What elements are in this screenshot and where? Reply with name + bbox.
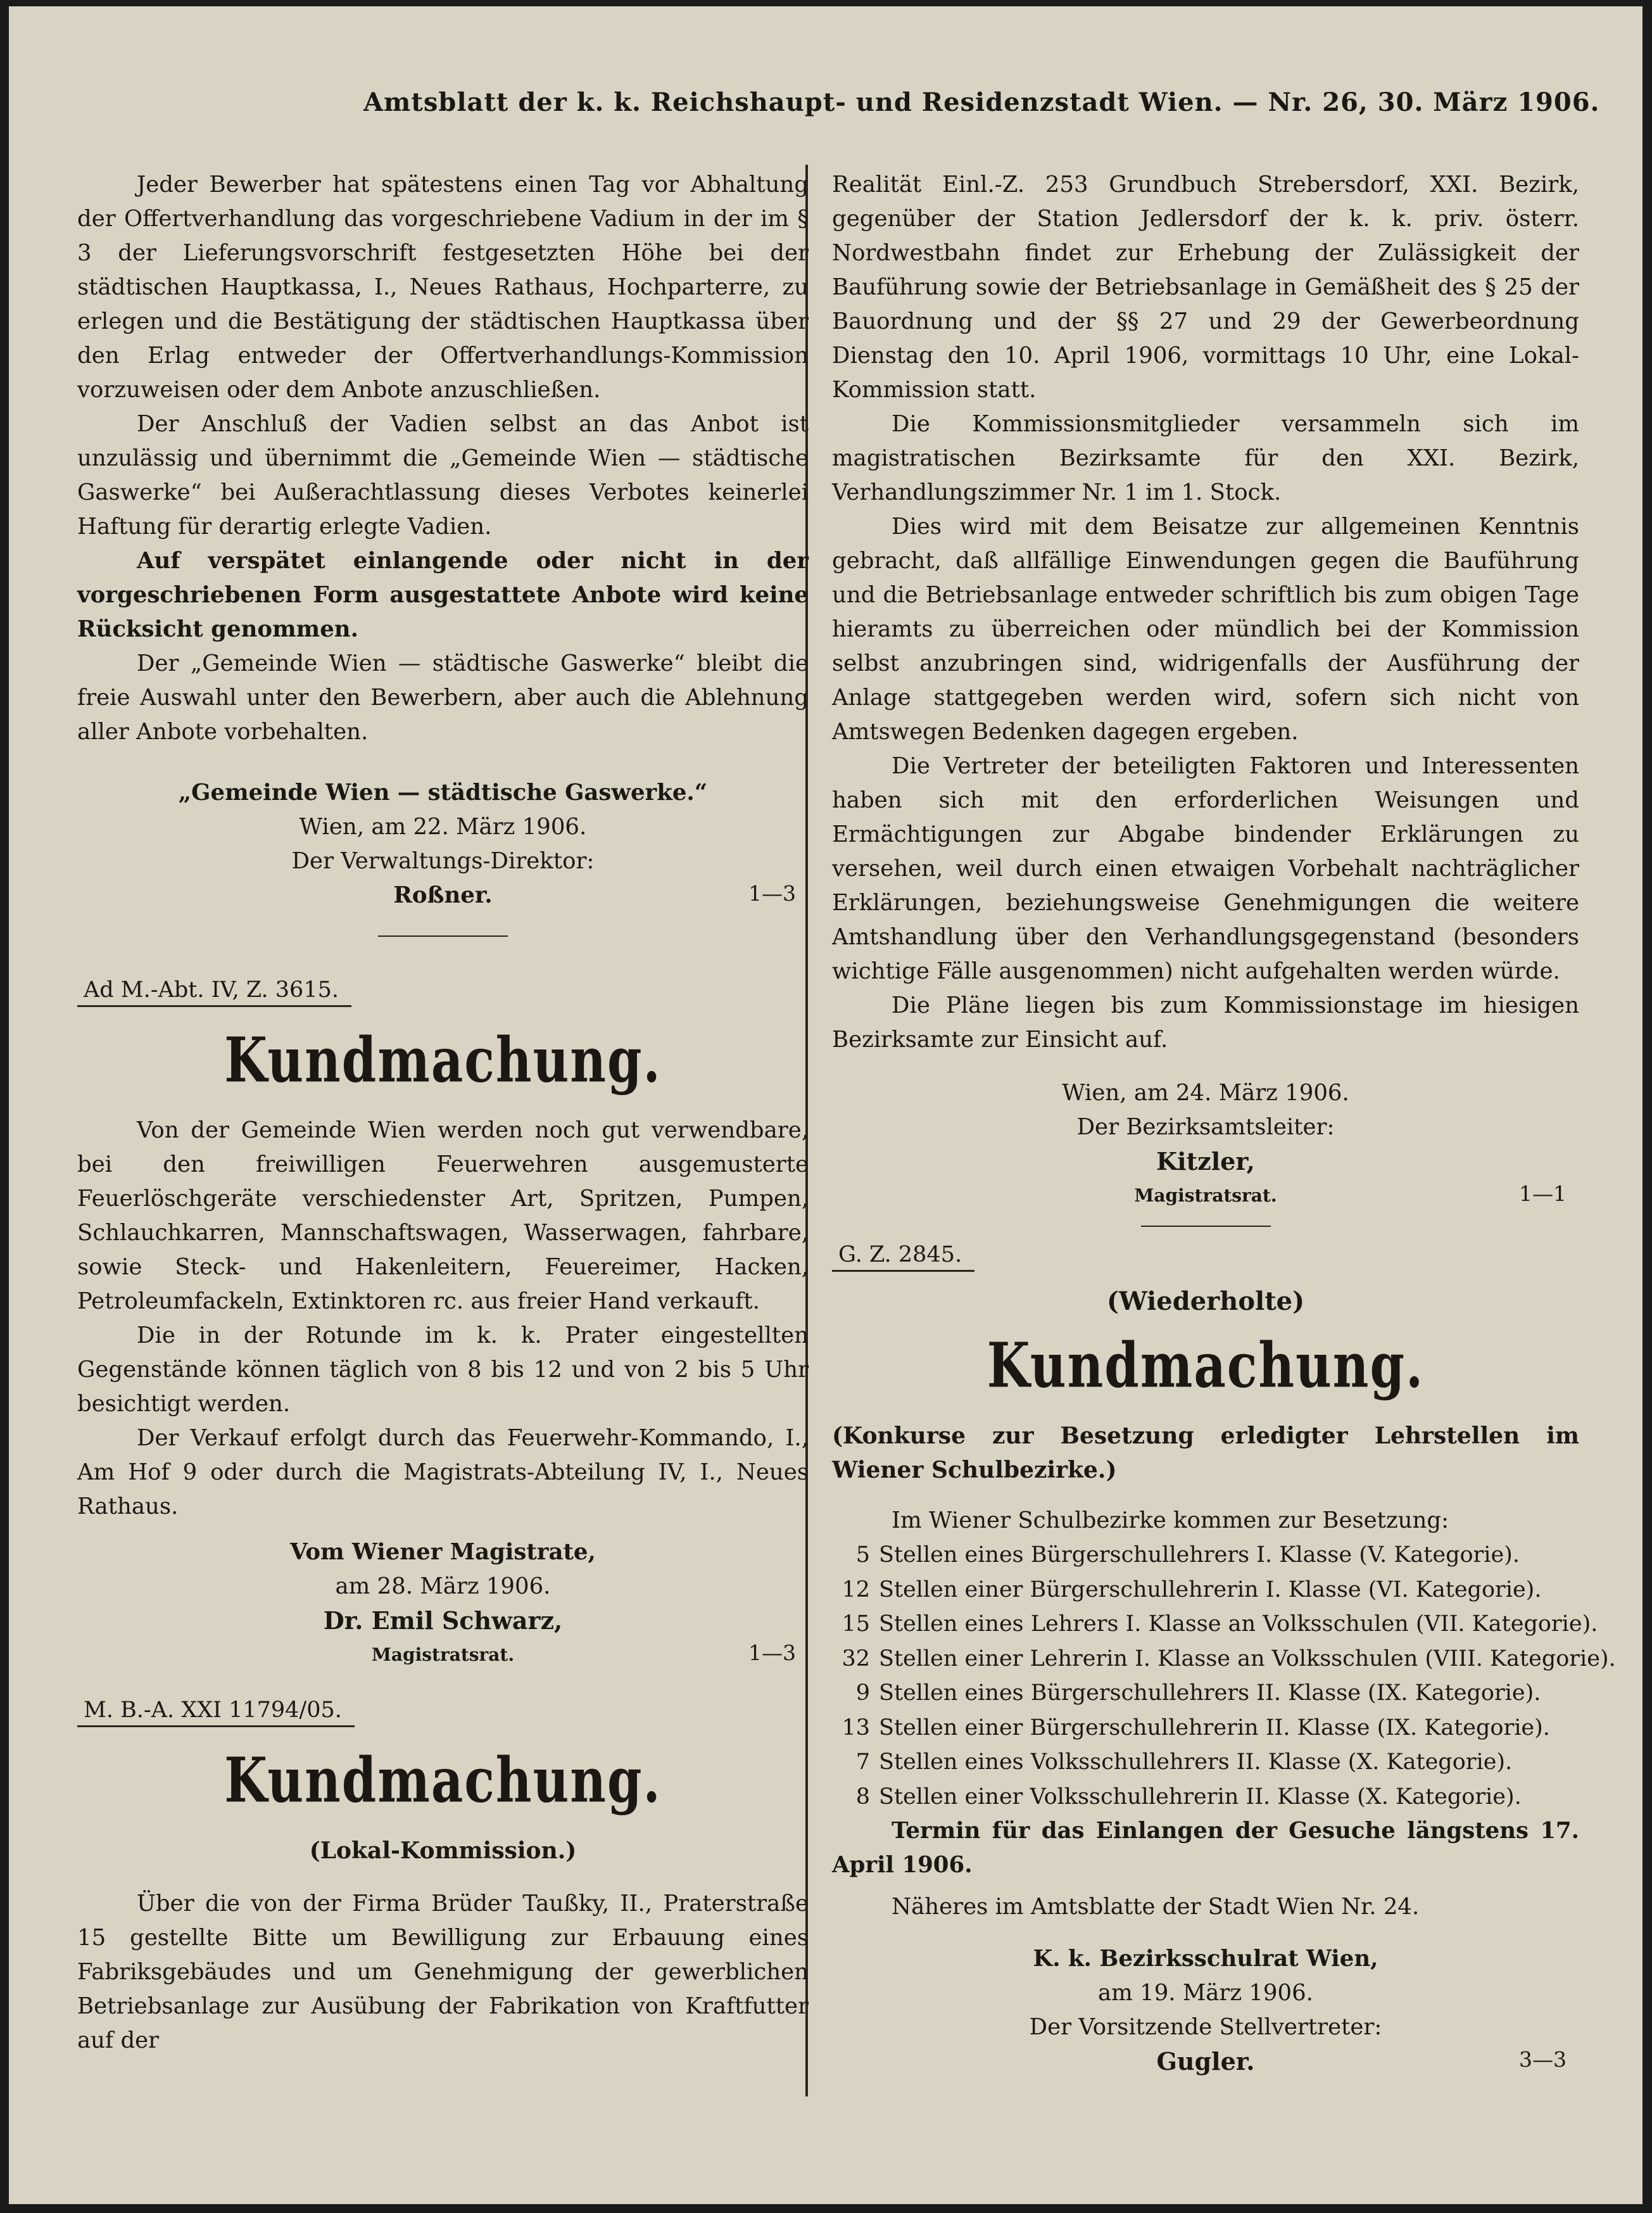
right-column [832, 168, 1616, 2083]
signature-role: Der Verwaltungs-Direktor: [291, 848, 595, 874]
signature-org: Vom Wiener Magistrate, [290, 1539, 596, 1565]
paragraph-vadien: Der Anschluß der Vadien selbst an das Anbot ist unzulässig und übernimmt die „Gemeinde Wien — städtische Gaswerke“ bei Außerachtlassung dieses Verbotes keinerlei Haftung für derartig erlegte Vadien. [77, 411, 809, 540]
reference-number: G. Z. 2845. [832, 1242, 974, 1272]
left-column [77, 168, 809, 2058]
signature-role: Magistratsrat. [371, 1644, 515, 1665]
section-title: Kundmachung. [224, 1744, 662, 1817]
signature-org: K. k. Bezirksschulrat Wien, [1033, 1946, 1378, 1972]
signature-org: „Gemeinde Wien — städtische Gaswerke.“ [178, 780, 708, 806]
signature-date: am 28. März 1906. [335, 1573, 551, 1599]
paragraph-intro: Im Wiener Schulbezirke kommen zur Besetzung: [892, 1507, 1449, 1533]
insertion-count: 1—1 [1519, 1181, 1567, 1206]
section-separator [378, 935, 508, 937]
page-header: Amtsblatt der k. k. Reichshaupt- und Residenzstadt Wien. — Nr. 26, 30. März 1906. [363, 87, 1600, 117]
paragraph-late-bids: Auf verspätet einlangende oder nicht in der vorgeschriebenen Form ausgestattete Anbote wird keine Rücksicht genommen. [77, 548, 809, 642]
paragraph-plaene: Die Pläne liegen bis zum Kommissionstage im hiesigen Bezirksamte zur Einsicht auf. [832, 992, 1579, 1053]
list-item: 32 Stellen einer Lehrerin I. Klasse an Volksschulen (VIII. Kategorie). [842, 1645, 1616, 1671]
signature-block-magistrat [77, 1535, 809, 1672]
paragraph-tausky: Über die von der Firma Brüder Taußky, II., Praterstraße 15 gestellte Bitte um Bewilligung zur Erbauung eines Fabriksgebäudes und um Genehmigung der gewerblichen Betriebsanlage zur Ausübung der Fabrikation von Kraftfutter auf der [77, 1891, 809, 2053]
list-item: 9 Stellen eines Bürgerschullehrers II. Klasse (IX. Kategorie). [855, 1680, 1541, 1706]
list-item: 8 Stellen einer Volksschullehrerin II. Klasse (X. Kategorie). [855, 1784, 1522, 1810]
signature-block-bezirksamt [832, 1076, 1579, 1213]
list-item: 5 Stellen eines Bürgerschullehrers I. Klasse (V. Kategorie). [855, 1542, 1520, 1568]
newspaper-page [9, 6, 1643, 2204]
signature-name: Dr. Emil Schwarz, [323, 1606, 563, 1635]
signature-name: Kitzler, [1156, 1147, 1255, 1176]
paragraph-vertreter: Die Vertreter der beteiligten Faktoren und Interessenten haben sich mit den erforderlichen Weisungen und Ermächtigungen zur Abgabe bindender Erklärungen zu versehen, weil durch einen etwaigen Vorbehalt nachträglicher Erklärungen, beziehungsweise Genehmigungen die weitere Amtshandlung über den Verhandlungsgegenstand (besonders wichtige Fälle ausgenommen) nicht aufgehalten werden würde. [832, 753, 1579, 984]
paragraph-realitaet: Realität Einl.-Z. 253 Grundbuch Strebersdorf, XXI. Bezirk, gegenüber der Station Jedlersdorf der k. k. priv. österr. Nordwestbahn findet zur Erhebung der Zulässigkeit der Bauführung sowie der Betriebsanlage in Gemäßheit des § 25 der Bauordnung und der §§ 27 und 29 der Gewerbeordnung Dienstag den 10. April 1906, vormittags 10 Uhr, eine Lokal-Kommission statt. [832, 172, 1579, 403]
paragraph-sale: Von der Gemeinde Wien werden noch gut verwendbare, bei den freiwilligen Feuerwehren ausgemusterte Feuerlöschgeräte verschiedenster Art, Spritzen, Pumpen, Schlauchkarren, Mannschaftswagen, Wasserwagen, fahrbare, sowie Steck- und Hakenleitern, Feuereimer, Hacken, Petroleumfackeln, Extinktoren rc. aus freier Hand verkauft. [77, 1117, 809, 1314]
reference-number: Ad M.-Abt. IV, Z. 3615. [77, 977, 351, 1007]
section-subtitle: (Konkurse zur Besetzung erledigter Lehrstellen im Wiener Schulbezirke.) [832, 1423, 1579, 1483]
list-item: 7 Stellen eines Volksschullehrers II. Klasse (X. Kategorie). [855, 1749, 1513, 1775]
paragraph-verkauf: Der Verkauf erfolgt durch das Feuerwehr-Kommando, I., Am Hof 9 oder durch die Magistrats-Abteilung IV, I., Neues Rathaus. [77, 1425, 809, 1519]
list-item: 12 Stellen einer Bürgerschullehrerin I. Klasse (VI. Kategorie). [842, 1576, 1542, 1602]
list-item: 13 Stellen einer Bürgerschullehrerin II. Klasse (IX. Kategorie). [842, 1715, 1550, 1741]
paragraph-selection: Der „Gemeinde Wien — städtische Gaswerke“ bleibt die freie Auswahl unter den Bewerbern, aber auch die Ablehnung aller Anbote vorbehalten. [77, 650, 809, 745]
paragraph-rotunde: Die in der Rotunde im k. k. Prater eingestellten Gegenstände können täglich von 8 bis 12 und von 2 bis 5 Uhr besichtigt werden. [77, 1322, 809, 1417]
signature-name: Gugler. [1156, 2047, 1255, 2076]
reference-number: M. B.-A. XXI 11794/05. [77, 1697, 355, 1727]
section-separator [1141, 1226, 1271, 1227]
signature-date: Wien, am 24. März 1906. [1062, 1080, 1349, 1106]
section-title: Kundmachung. [987, 1329, 1425, 1402]
paragraph-kommission: Die Kommissionsmitglieder versammeln sich im magistratischen Bezirksamte für den XXI. Bezirk, Verhandlungszimmer Nr. 1 im 1. Stock. [832, 411, 1579, 505]
signature-role: Der Vorsitzende Stellvertreter: [1029, 2014, 1382, 2040]
paragraph-vadium: Jeder Bewerber hat spätestens einen Tag vor Abhaltung der Offertverhandlung das vorgeschriebene Vadium in der im § 3 der Lieferungsvorschrift festgesetzten Höhe bei der städtischen Hauptkassa, I., Neues Rathaus, Hochparterre, zu erlegen und die Bestätigung der städtischen Hauptkassa über den Erlag entweder der Offertverhandlungs-Kommission vorzuweisen oder dem Anbote anzuschließen. [77, 172, 809, 403]
signature-block-gaswerke [77, 776, 809, 916]
insertion-count: 1—3 [748, 1640, 796, 1665]
signature-date: Wien, am 22. März 1906. [299, 814, 587, 840]
signature-title: Magistratsrat. [1134, 1185, 1277, 1206]
paragraph-naeheres: Näheres im Amtsblatte der Stadt Wien Nr. 24. [892, 1894, 1420, 1920]
signature-date: am 19. März 1906. [1098, 1980, 1313, 2006]
section-subtitle: (Lokal-Kommission.) [309, 1837, 577, 1864]
list-item: 15 Stellen eines Lehrers I. Klasse an Volksschulen (VII. Kategorie). [842, 1611, 1598, 1637]
section-pretitle: (Wiederholte) [1106, 1286, 1305, 1316]
signature-name: Roßner. [393, 882, 493, 908]
insertion-count: 1—3 [748, 881, 796, 906]
paragraph-einwendungen: Dies wird mit dem Beisatze zur allgemeinen Kenntnis gebracht, daß allfällige Einwendungen gegen die Bauführung und die Betriebsanlage entweder schriftlich bis zum obigen Tage hieramts zu überreichen oder mündlich bei der Kommission selbst anzubringen sind, widrigenfalls der Ausführung der Anlage stattgegeben werden wird, sofern sich nicht von Amtswegen Bedenken dagegen ergeben. [832, 514, 1579, 745]
signature-block-schulrat [832, 1942, 1579, 2083]
signature-role: Der Bezirksamtsleiter: [1076, 1114, 1335, 1140]
insertion-count: 3—3 [1519, 2047, 1567, 2072]
paragraph-termin: Termin für das Einlangen der Gesuche längstens 17. April 1906. [832, 1818, 1579, 1878]
positions-list [832, 1538, 1616, 1814]
section-title: Kundmachung. [224, 1024, 662, 1097]
